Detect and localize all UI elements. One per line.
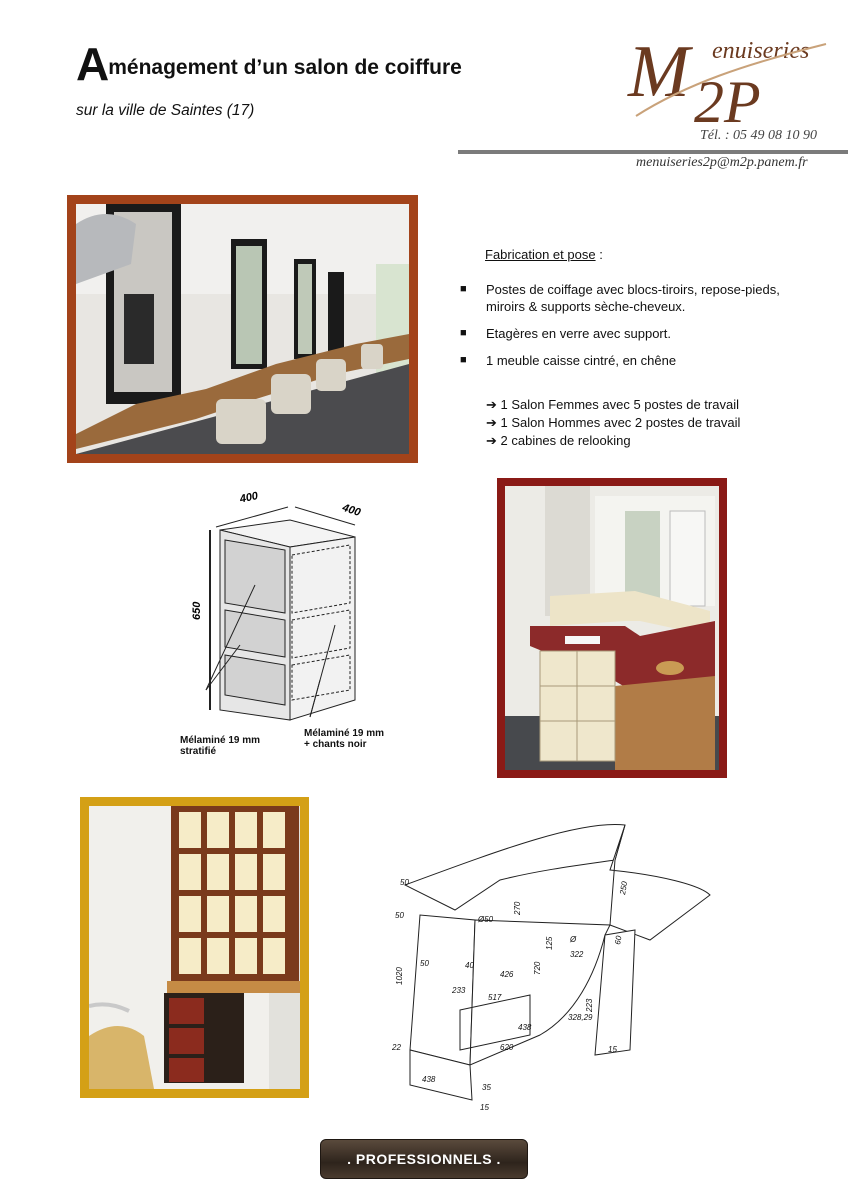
dim-label: 426 xyxy=(500,970,514,979)
dim-label: 322 xyxy=(570,950,584,959)
reception-desk-photo xyxy=(497,478,727,778)
material-label-right: Mélaminé 19 mm + chants noir xyxy=(304,728,385,750)
dim-label: 22 xyxy=(392,1043,401,1052)
dim-label: 50 xyxy=(420,959,429,968)
cabin-shelves-photo xyxy=(80,797,309,1098)
curved-desk-drawing xyxy=(360,810,720,1120)
dim-label: 1020 xyxy=(395,967,404,985)
dim-label: 438 xyxy=(422,1075,436,1084)
dim-label: 517 xyxy=(488,993,502,1002)
bullet-square-icon: ■ xyxy=(460,354,467,366)
dim-label: 50 xyxy=(395,911,404,920)
professionnels-button[interactable]: . PROFESSIONNELS . xyxy=(320,1139,528,1179)
dim-label: 50 xyxy=(400,878,409,887)
result-item: ➔ 1 Salon Hommes avec 2 postes de travail xyxy=(486,415,741,430)
dim-height: 650 xyxy=(191,601,203,620)
company-logo xyxy=(626,24,836,134)
fabrication-heading: Fabrication et pose : xyxy=(485,247,603,262)
dim-label: Ø50 xyxy=(478,915,494,924)
dim-label: Ø xyxy=(570,935,577,944)
dim-label: 270 xyxy=(513,901,522,915)
dim-label: 35 xyxy=(482,1083,491,1092)
arrow-right-icon: ➔ xyxy=(486,415,501,430)
dim-label: 223 xyxy=(585,998,594,1012)
result-item: ➔ 2 cabines de relooking xyxy=(486,433,631,448)
title-rest: ménagement d’un salon de coiffure xyxy=(108,56,462,79)
salon-photo xyxy=(67,195,418,463)
logo-word: enuiseries xyxy=(712,38,810,64)
dim-label: 250 xyxy=(618,880,630,896)
drawer-block-drawing xyxy=(170,485,400,765)
dim-label: 438 xyxy=(518,1023,532,1032)
dim-label: 15 xyxy=(480,1103,489,1112)
arrow-right-icon: ➔ xyxy=(486,397,501,412)
result-item: ➔ 1 Salon Femmes avec 5 postes de travail xyxy=(486,397,739,412)
phone-number: Tél. : 05 49 08 10 90 xyxy=(700,128,818,143)
dim-label: 125 xyxy=(545,936,554,950)
logo-2p: 2P xyxy=(694,69,761,134)
header-divider xyxy=(458,150,848,154)
material-label-left: Mélaminé 19 mm stratifié xyxy=(180,735,261,757)
dim-label: 328,29 xyxy=(568,1013,593,1022)
title-initial: A xyxy=(76,38,109,90)
dim-label: 620 xyxy=(500,1043,514,1052)
email-address: menuiseries2p@m2p.panem.fr xyxy=(636,155,808,170)
page-subtitle: sur la ville de Saintes (17) xyxy=(76,102,255,119)
dim-label: 233 xyxy=(452,986,466,995)
page-title xyxy=(76,38,462,90)
dim-label: 720 xyxy=(533,961,542,975)
bullet-square-icon: ■ xyxy=(460,327,467,339)
dim-label: 60 xyxy=(613,935,624,946)
logo-letter-m: M xyxy=(628,31,690,113)
dim-depth: 400 xyxy=(340,501,363,519)
arrow-right-icon: ➔ xyxy=(486,433,501,448)
dim-width: 400 xyxy=(238,489,260,506)
bullet-square-icon: ■ xyxy=(460,283,467,295)
dim-label: 40 xyxy=(465,961,474,970)
dim-label: 15 xyxy=(608,1045,617,1054)
